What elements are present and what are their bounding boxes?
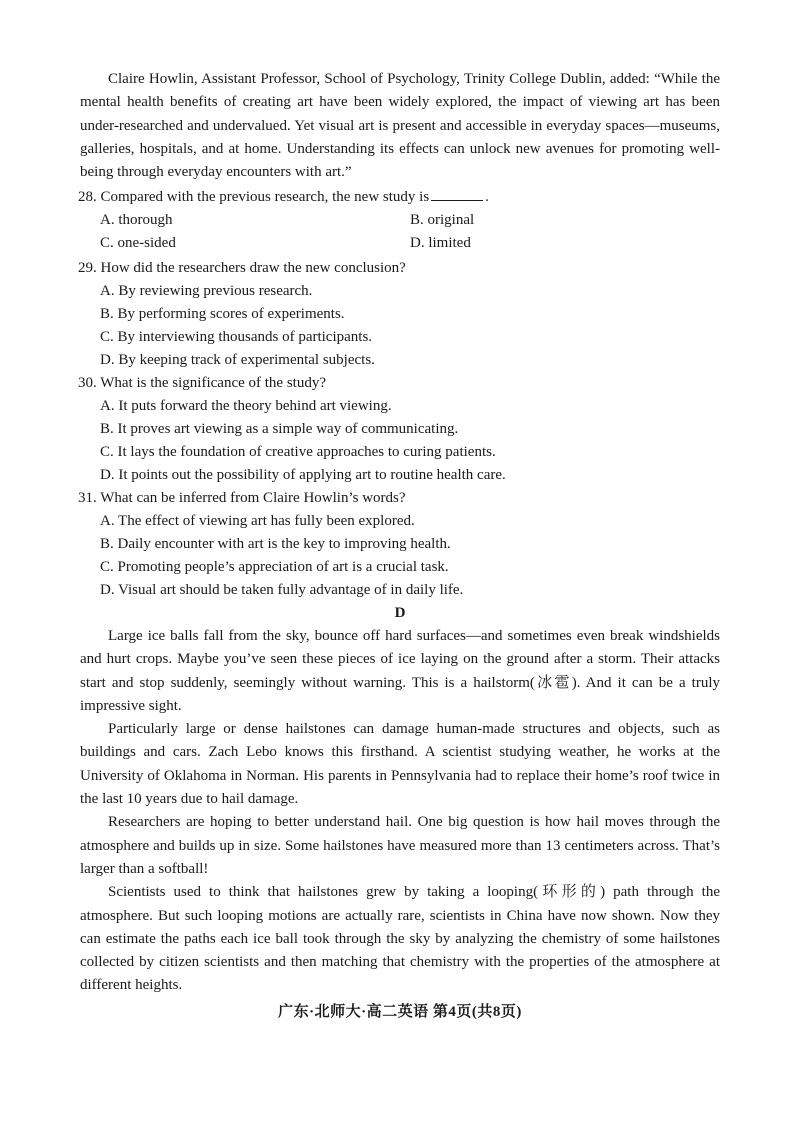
section-d-header: [80, 602, 720, 625]
paragraph: Scientists used to think that hailstones grew by taking a looping(环形的) path through the atmosphere. But such looping motions are actually rare, scientists in China have now shown. Now they can estimate the paths each ice ball took through the sky by analyzing the chemistry of some hailstones collected by citizen scientists and then matching that chemistry with the properties of the atmosphere at different heights.: [80, 884, 720, 994]
option-b: B. By performing scores of experiments.: [100, 306, 345, 322]
question-31: [80, 487, 720, 602]
option-d: D. By keeping track of experimental subjects.: [100, 352, 375, 368]
option-c: C. By interviewing thousands of participants.: [100, 329, 373, 345]
question-30: [80, 372, 720, 487]
option-a: A. It puts forward the theory behind art viewing.: [100, 398, 392, 414]
question-stem: 29. How did the researchers draw the new conclusion?: [78, 260, 406, 276]
option-a: A. By reviewing previous research.: [100, 283, 313, 299]
question-stem: 31. What can be inferred from Claire Howlin’s words?: [78, 490, 406, 506]
option-d: D. It points out the possibility of applying art to routine health care.: [100, 467, 506, 483]
passage-d: [80, 625, 720, 998]
page-footer: 广东·北师大·高二英语 第4页(共8页): [278, 1004, 522, 1020]
question-stem: 30. What is the significance of the study?: [78, 375, 326, 391]
paragraph: Large ice balls fall from the sky, bounce off hard surfaces—and sometimes even break windshields and hurt crops. Maybe you’ve seen these pieces of ice laying on the ground after a storm. Their attacks start and stop suddenly, seemingly without warning. This is a hailstorm(冰雹). And it can be a truly impressive sight.: [80, 628, 720, 714]
option-c: C. It lays the foundation of creative approaches to curing patients.: [100, 444, 496, 460]
answer-blank: [431, 186, 483, 201]
section-title: D: [394, 605, 406, 621]
option-a: A. thorough: [100, 212, 173, 228]
option-d: D. Visual art should be taken fully advantage of in daily life.: [100, 582, 464, 598]
option-d: D. limited: [410, 235, 471, 251]
option-b: B. Daily encounter with art is the key to improving health.: [100, 536, 451, 552]
option-c: C. one-sided: [100, 235, 176, 251]
paragraph: Researchers are hoping to better understand hail. One big question is how hail moves through the atmosphere and builds up in size. Some hailstones have measured more than 13 centimeters across. That’s larger than a softball!: [80, 814, 720, 877]
option-b: B. original: [410, 212, 475, 228]
option-a: A. The effect of viewing art has fully been explored.: [100, 513, 415, 529]
question-29: [80, 257, 720, 372]
option-b: B. It proves art viewing as a simple way of communicating.: [100, 421, 459, 437]
question-stem: 28. Compared with the previous research, the new study is .: [78, 186, 720, 209]
paragraph: Particularly large or dense hailstones can damage human-made structures and objects, such as buildings and cars. Zach Lebo knows this firsthand. A scientist studying weather, he works at the University of Oklahoma in Norman. His parents in Pennsylvania had to replace their home’s roof twice in the last 10 years due to hail damage.: [80, 721, 720, 808]
passage-c-closing: [80, 68, 720, 184]
option-c: C. Promoting people’s appreciation of art is a crucial task.: [100, 559, 449, 575]
question-28: [80, 186, 720, 255]
option-row: [100, 232, 720, 255]
option-row: [100, 209, 720, 232]
paragraph: Claire Howlin, Assistant Professor, School of Psychology, Trinity College Dublin, added: “While the mental health benefits of creating art have been widely explored, the impact of viewing art has been under-researched and undervalued. Yet visual art is present and accessible in everyday spaces—museums, galleries, hospitals, and at home. Understanding its effects can unlock new avenues for promoting well-being through everyday encounters with art.”: [80, 71, 720, 181]
